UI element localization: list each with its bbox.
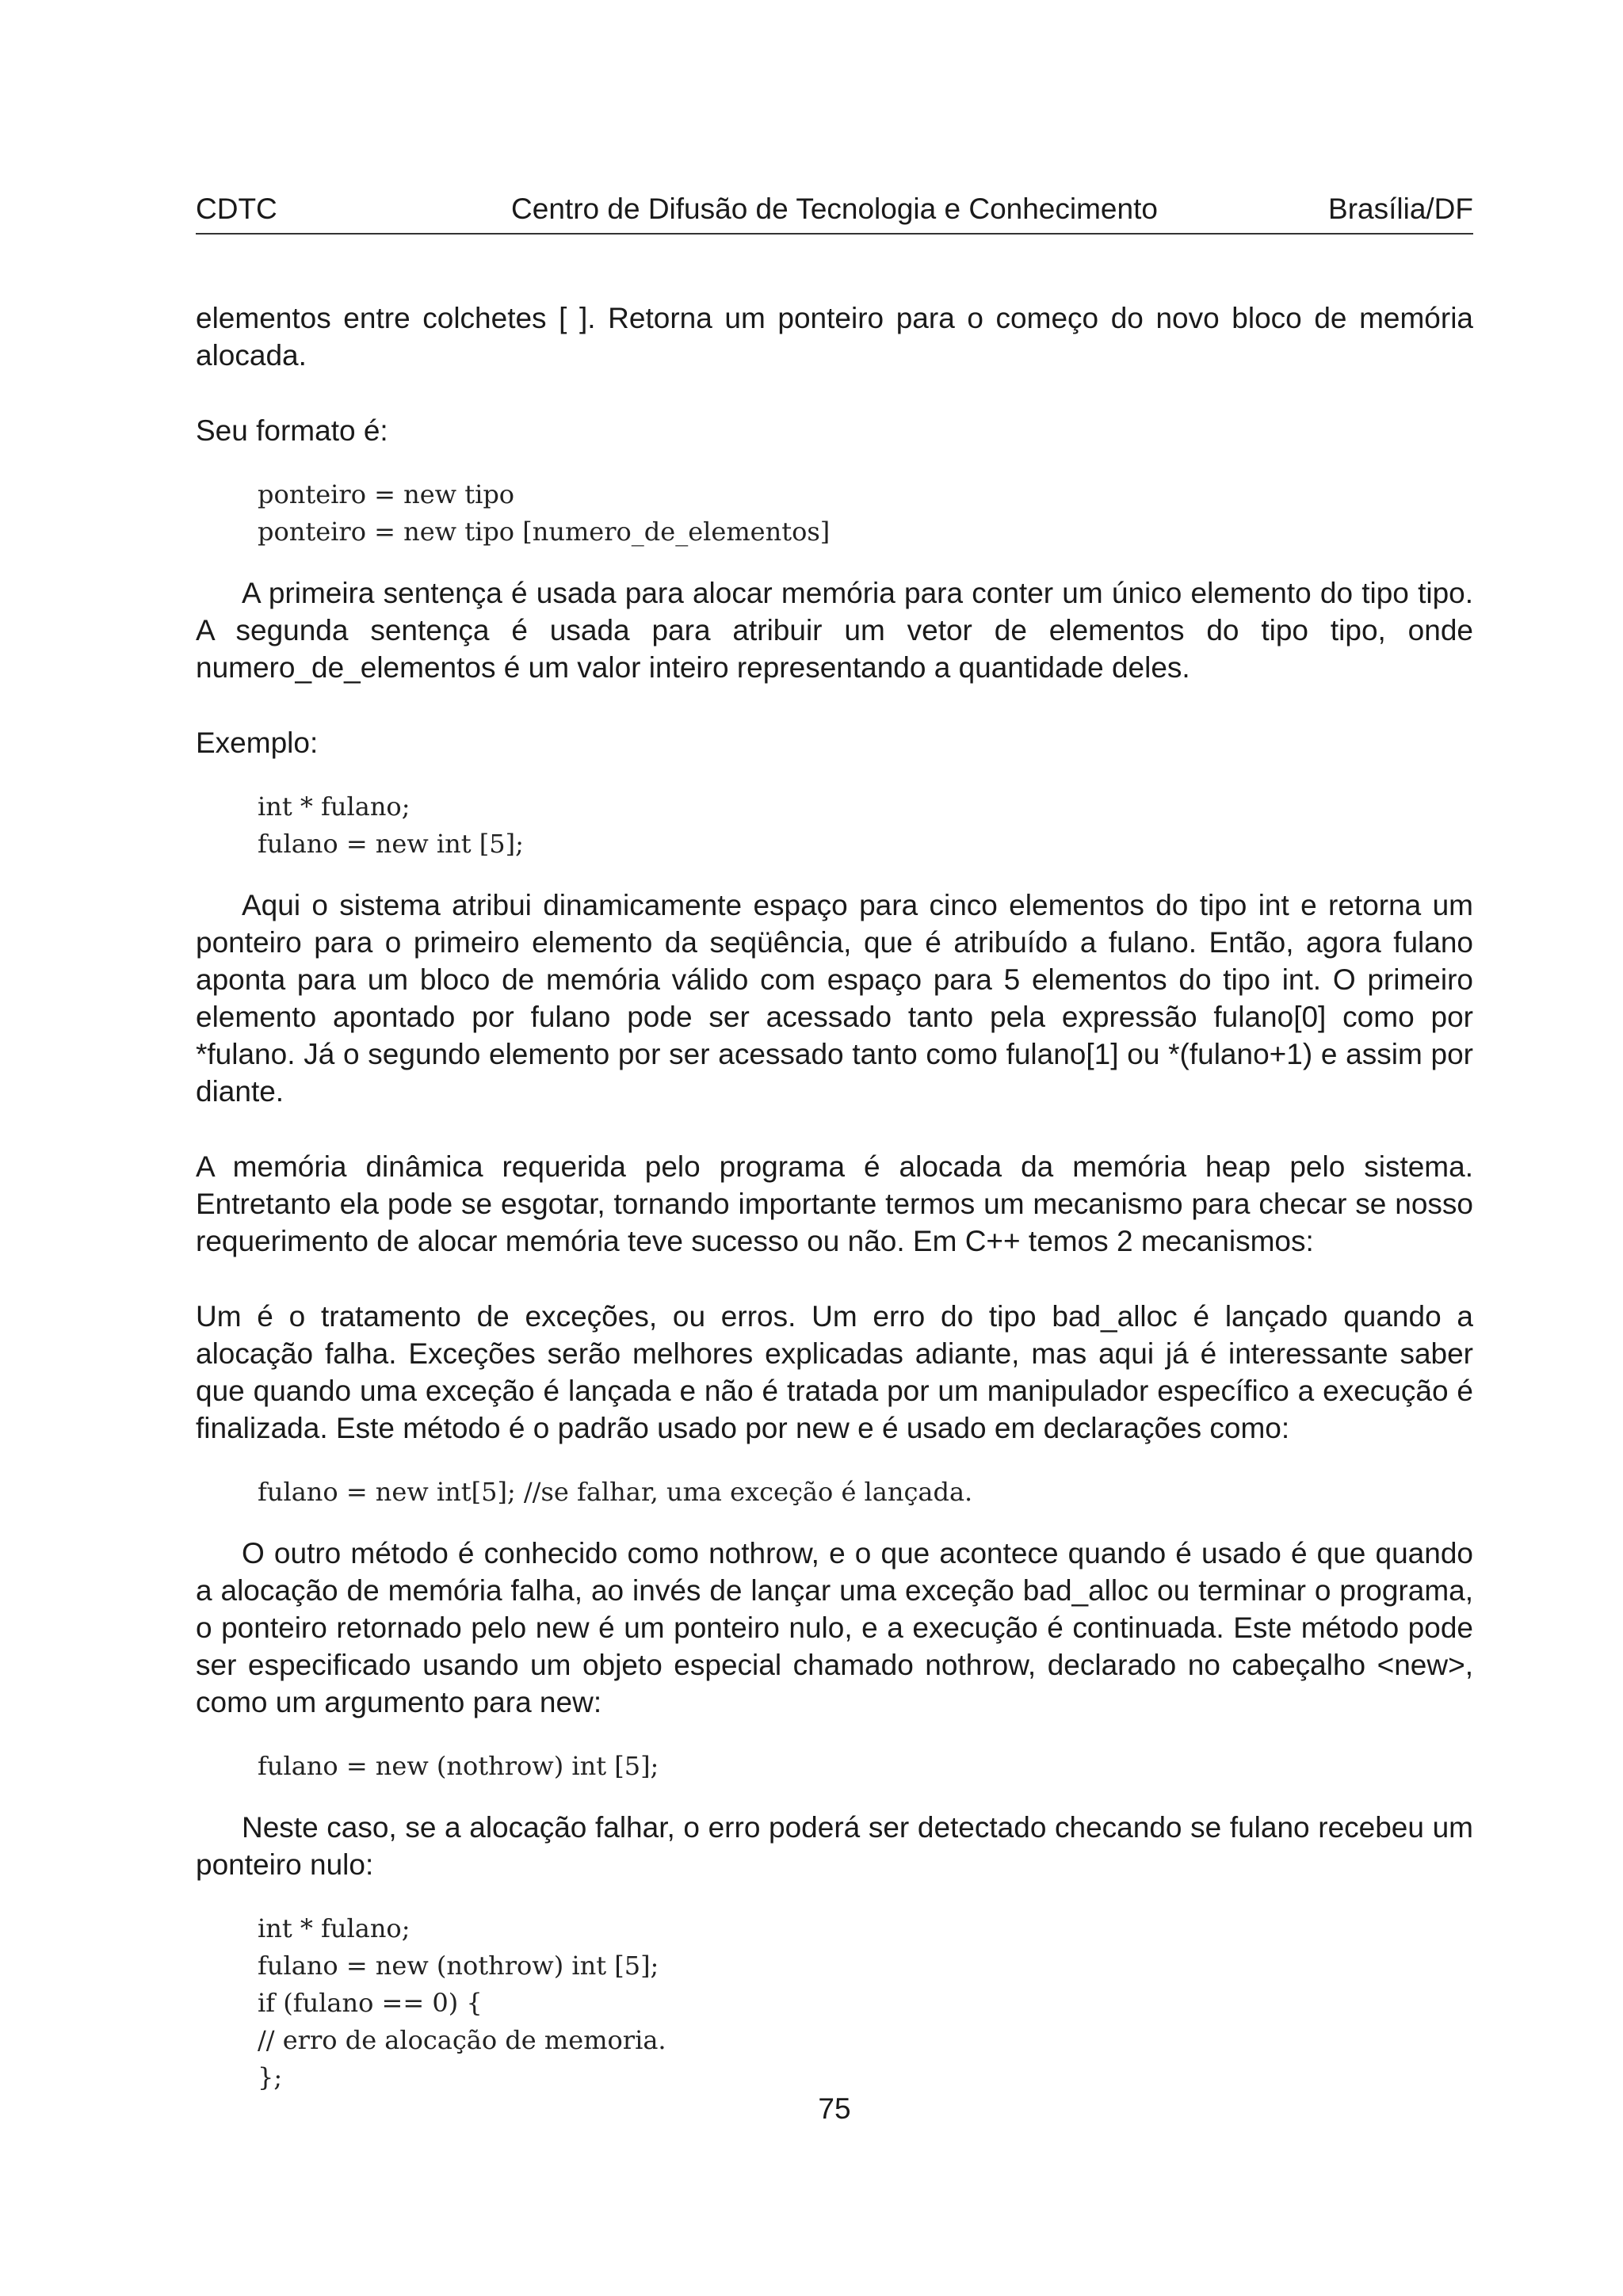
- code-block-1: ponteiro = new tipo ponteiro = new tipo [numero_de_elementos]: [258, 479, 831, 547]
- paragraph-6: A memória dinâmica requerida pelo programa é alocada da memória heap pelo sistema. Entretanto ela pode se esgotar, tornando importante termos um mecanismo para checar se nosso requerimento de alocar memória teve sucesso ou não. Em C++ temos 2 mecanismos:: [196, 1150, 1473, 1257]
- page-number: 75: [818, 2092, 851, 2125]
- code-block-5: int * fulano; fulano = new (nothrow) int [5]; if (fulano == 0) { // erro de alocação de memoria. };: [258, 1913, 666, 2092]
- code-block-3: fulano = new int[5]; //se falhar, uma exceção é lançada.: [258, 1477, 973, 1507]
- paragraph-9: Neste caso, se a alocação falhar, o erro poderá ser detectado checando se fulano recebeu um ponteiro nulo:: [196, 1811, 1473, 1881]
- page-body: [196, 299, 1473, 2096]
- header-left: CDTC: [196, 193, 277, 225]
- page-header: [196, 190, 1473, 235]
- paragraph-4: Exemplo:: [196, 727, 319, 759]
- code-block-4: fulano = new (nothrow) int [5];: [258, 1751, 659, 1781]
- header-center: Centro de Difusão de Tecnologia e Conhecimento: [511, 193, 1158, 225]
- paragraph-8: O outro método é conhecido como nothrow, e o que acontece quando é usado é que quando a alocação de memória falha, ao invés de lançar uma exceção bad_alloc ou terminar o programa, o ponteiro retornado pelo new é um ponteiro nulo, e a execução é continuada. Este método pode ser especificado usando um objeto especial chamado nothrow, declarado no cabeçalho <new>, como um argumento para new:: [196, 1537, 1473, 1718]
- header-right: Brasília/DF: [1328, 193, 1473, 225]
- code-block-2: int * fulano; fulano = new int [5];: [258, 791, 524, 859]
- paragraph-2: Seu formato é:: [196, 414, 388, 447]
- paragraph-5: Aqui o sistema atribui dinamicamente espaço para cinco elementos do tipo int e retorna um ponteiro para o primeiro elemento da seqüência, que é atribuído a fulano. Então, agora fulano aponta para um bloco de memória válido com espaço para 5 elementos do tipo int. O primeiro elemento apontado por fulano pode ser acessado tanto pela expressão fulano[0] como por *fulano. Já o segundo elemento por ser acessado tanto como fulano[1] ou *(fulano+1) e assim por diante.: [196, 889, 1473, 1108]
- paragraph-1: elementos entre colchetes [ ]. Retorna um ponteiro para o começo do novo bloco de memória alocada.: [196, 302, 1473, 372]
- paragraph-3: A primeira sentença é usada para alocar memória para conter um único elemento do tipo tipo. A segunda sentença é usada para atribuir um vetor de elementos do tipo tipo, onde numero_de_elementos é um valor inteiro representando a quantidade deles.: [196, 577, 1473, 684]
- paragraph-7: Um é o tratamento de exceções, ou erros. Um erro do tipo bad_alloc é lançado quando a alocação falha. Exceções serão melhores explicadas adiante, mas aqui já é interessante saber que quando uma exceção é lançada e não é tratada por um manipulador específico a execução é finalizada. Este método é o padrão usado por new e é usado em declarações como:: [196, 1300, 1473, 1444]
